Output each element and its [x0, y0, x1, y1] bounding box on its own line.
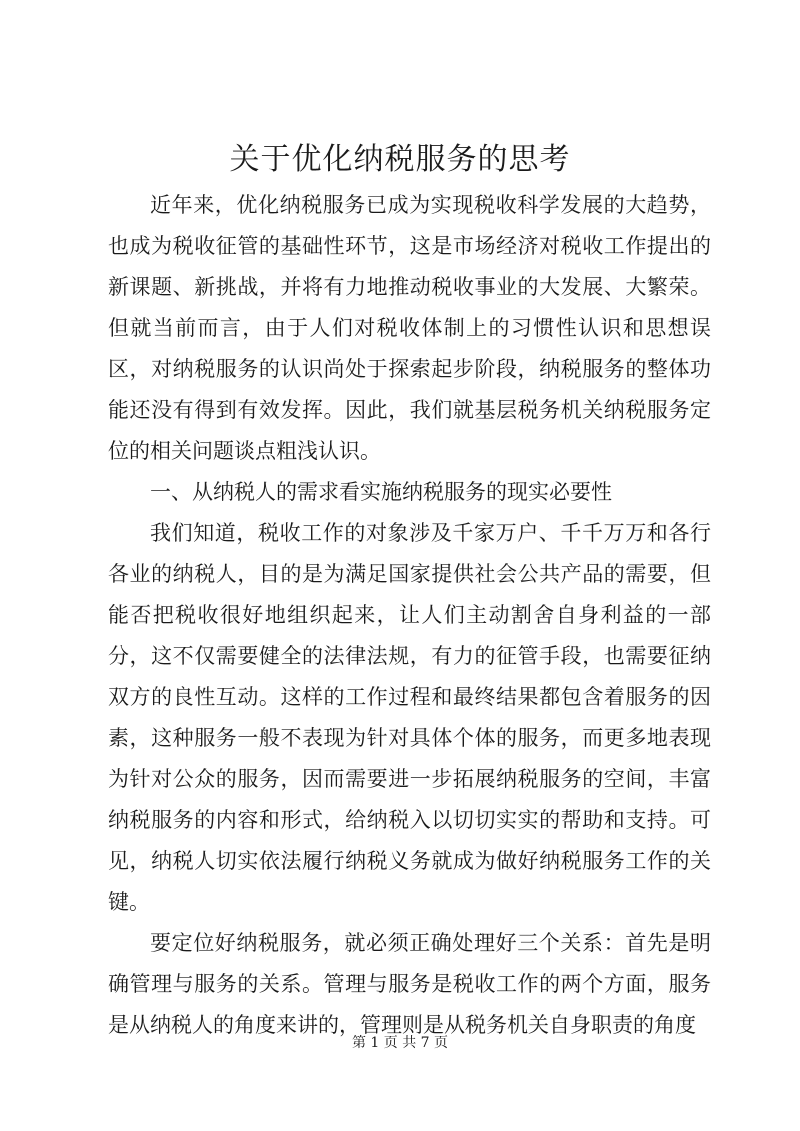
- section-heading-1: 一、从纳税人的需求看实施纳税服务的现实必要性: [150, 480, 612, 504]
- document-title: 关于优化纳税服务的思考: [229, 142, 571, 177]
- paragraph-intro: 近年来，优化纳税服务已成为实现税收科学发展的大趋势，也成为税收征管的基础性环节，这是市场经济对税收工作提出的新课题、新挑战，并将有力地推动税收事业的大发展、大繁荣。但就当前而言，由于人们对税收体制上的习惯性认识和思想误区，对纳税服务的认识尚处于探索起步阶段，纳税服务的整体功能还没有得到有效发挥。因此，我们就基层税务机关纳税服务定位的相关问题谈点粗浅认识。: [108, 193, 711, 463]
- paragraph-necessity: 我们知道，税收工作的对象涉及千家万户、千千万万和各行各业的纳税人，目的是为满足国家提供社会公共产品的需要，但能否把税收很好地组织起来，让人们主动割舍自身利益的一部分，这不仅需要健全的法律法规，有力的征管手段，也需要征纳双方的良性互动。这样的工作过程和最终结果都包含着服务的因素，这种服务一般不表现为针对具体个体的服务，而更多地表现为针对公众的服务，因而需要进一步拓展纳税服务的空间，丰富纳税服务的内容和形式，给纳税入以切切实实的帮助和支持。可见，纳税人切实依法履行纳税义务就成为做好纳税服务工作的关键。: [108, 521, 711, 914]
- page-number-footer: 第 1 页 共 7 页: [351, 1035, 449, 1051]
- document-body: [108, 185, 711, 1046]
- paragraph-relationships: 要定位好纳税服务，就必须正确处理好三个关系：首先是明确管理与服务的关系。管理与服务是税收工作的两个方面，服务是从纳税人的角度来讲的，管理则是从税务机关自身职责的角度: [108, 931, 711, 1037]
